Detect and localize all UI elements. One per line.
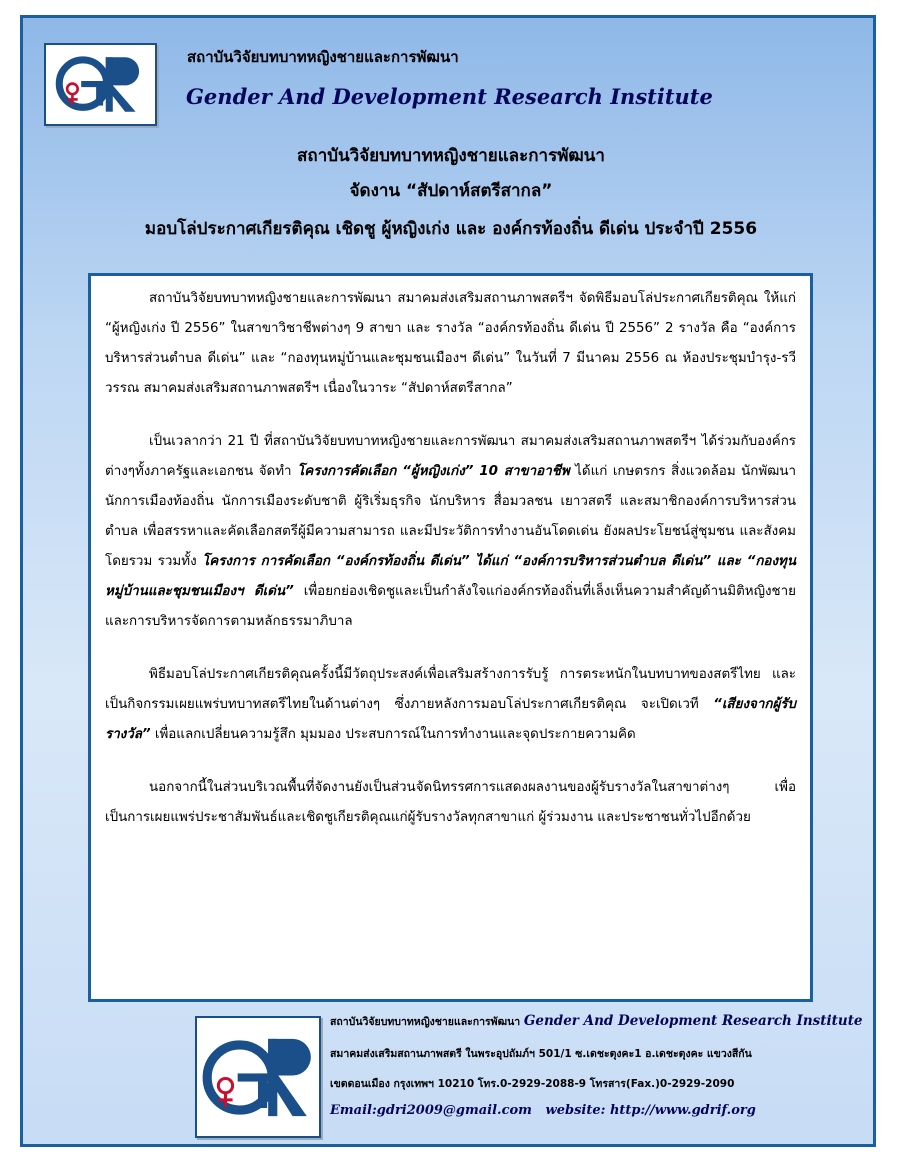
gdri-logo-icon xyxy=(46,45,155,124)
highlight-voice-of-winners: “เสียงจากผู้รับรางวัล” xyxy=(105,697,796,742)
paragraph-1: สถาบันวิจัยบทบาทหญิงชายและการพัฒนา สมาคมส่งเสริมสถานภาพสตรีฯ จัดพิธีมอบโล่ประกาศเกียรติคุณ ให้แก่ “ผู้หญิงเก่ง ปี 2556” ในสาขาวิชาชีพต่างๆ 9 สาขา และ รางวัล “องค์กรท้องถิ่น ดีเด่น ปี 2556” 2 รางวัล คือ “องค์การบริหารส่วนตำบล ดีเด่น” และ “กองทุนหมู่บ้านและชุมชนเมืองฯ ดีเด่น” ในวันที่ 7 มีนาคม 2556 ณ ห้องประชุมบำรุง-รวีวรรณ สมาคมส่งเสริมสถานภาพสตรีฯ เนื่องในวาระ “สัปดาห์สตรีสากล” xyxy=(105,291,796,396)
paragraph-2 xyxy=(105,427,796,637)
gdri-logo xyxy=(44,43,157,126)
footer-org-line xyxy=(330,1013,863,1030)
footer-address-2: เขตดอนเมือง กรุงเทพฯ 10210 โทร.0-2929-2088-9 โทรสาร(Fax.)0-2929-2090 xyxy=(330,1078,735,1090)
title-line-1: สถาบันวิจัยบทบาทหญิงชายและการพัฒนา xyxy=(297,146,605,166)
title-line-3: มอบโล่ประกาศเกียรติคุณ เชิดชู ผู้หญิงเก่ง และ องค์กรท้องถิ่น ดีเด่น ประจำปี 2556 xyxy=(144,219,758,239)
highlight-project-women: โครงการคัดเลือก “ผู้หญิงเก่ง” 10 สาขาอาชีพ xyxy=(297,464,570,479)
footer-gdri-logo xyxy=(195,1016,321,1138)
paragraph-2-text: ได้แก่ เกษตรกร สิ่งแวดล้อม นักพัฒนา นักการเมืองท้องถิ่น นักการเมืองระดับชาติ ผู้ริเริ่มธุรกิจ นักบริหาร สื่อมวลชน เยาวสตรี และสมาชิกองค์การบริหารส่วนตำบล เพื่อสรรหาและคัดเลือกสตรีผู้มีความสามารถ และมีประวัติการทำงานอันโดดเด่น ยังผลประโยชน์สู่ชุมชน และสังคมโดยรวม รวมทั้ง xyxy=(105,464,797,569)
header-thai-name: สถาบันวิจัยบทบาทหญิงชายและการพัฒนา xyxy=(187,48,459,66)
title-line-2: จัดงาน “สัปดาห์สตรีสากล” xyxy=(349,181,553,201)
website-link[interactable]: http://www.gdrif.org xyxy=(609,1103,756,1118)
website-label: website: xyxy=(545,1103,606,1118)
paragraph-3-text: เพื่อแลกเปลี่ยนความรู้สึก มุมมอง ประสบการณ์ในการทำงานและจุดประกายความคิด xyxy=(150,727,636,742)
footer-org-english: Gender And Development Research Institute xyxy=(523,1013,863,1029)
email-link[interactable]: gdri2009@gmail.com xyxy=(376,1103,532,1118)
paragraph-3 xyxy=(105,660,796,750)
footer-logo-icon xyxy=(197,1018,319,1136)
paragraph-3-text: พิธีมอบโล่ประกาศเกียรติคุณครั้งนี้มีวัตถุประสงค์เพื่อเสริมสร้างการรับรู้ การตระหนักในบทบาทของสตรีไทย และเป็นกิจกรรมเผยแพร่บทบาทสตรีไทยในด้านต่างๆ ซึ่งภายหลังการมอบโล่ประกาศเกียรติคุณ จะเปิดเวที xyxy=(105,667,796,712)
content-box xyxy=(88,273,813,1002)
header-english-name: Gender And Development Research Institute xyxy=(186,84,713,109)
email-label: Email: xyxy=(330,1103,377,1118)
page-frame xyxy=(20,15,876,1147)
paragraph-2-text: เป็นเวลากว่า 21 ปี ที่สถาบันวิจัยบทบาทหญิงชายและการพัฒนา สมาคมส่งเสริมสถานภาพสตรีฯ ได้ร่วมกับองค์กรต่างๆทั้งภาครัฐและเอกชน จัดทำ xyxy=(105,434,796,479)
paragraph-4: นอกจากนี้ในส่วนบริเวณพื้นที่จัดงานยังเป็นส่วนจัดนิทรรศการแสดงผลงานของผู้รับรางวัลในสาขาต่างๆ เพื่อเป็นการเผยแพร่ประชาสัมพันธ์และเชิดชูเกียรติคุณแก่ผู้รับรางวัลทุกสาขาแก่ ผู้ร่วมงาน และประชาชนทั่วไปอีกด้วย xyxy=(105,780,796,825)
footer-address-1: สมาคมส่งเสริมสถานภาพสตรี ในพระอุปถัมภ์ฯ 501/1 ซ.เดชะตุงคะ1 อ.เดชะตุงคะ แขวงสีกัน xyxy=(330,1048,752,1060)
footer-contact-line xyxy=(330,1103,756,1118)
footer-org-thai: สถาบันวิจัยบทบาทหญิงชายและการพัฒนา xyxy=(330,1016,521,1028)
paragraph-2-text: เพื่อยกย่องเชิดชูและเป็นกำลังใจแก่องค์กรท้องถิ่นที่เล็งเห็นความสำคัญด้านมิติหญิงชายและการบริหารจัดการตามหลักธรรมาภิบาล xyxy=(105,584,796,629)
highlight-project-local-org: โครงการ การคัดเลือก “องค์กรท้องถิ่น ดีเด่น” ได้แก่ “องค์การบริหารส่วนตำบล ดีเด่น” และ “กองทุนหมู่บ้านและชุมชนเมืองฯ ดีเด่น” xyxy=(105,554,796,599)
